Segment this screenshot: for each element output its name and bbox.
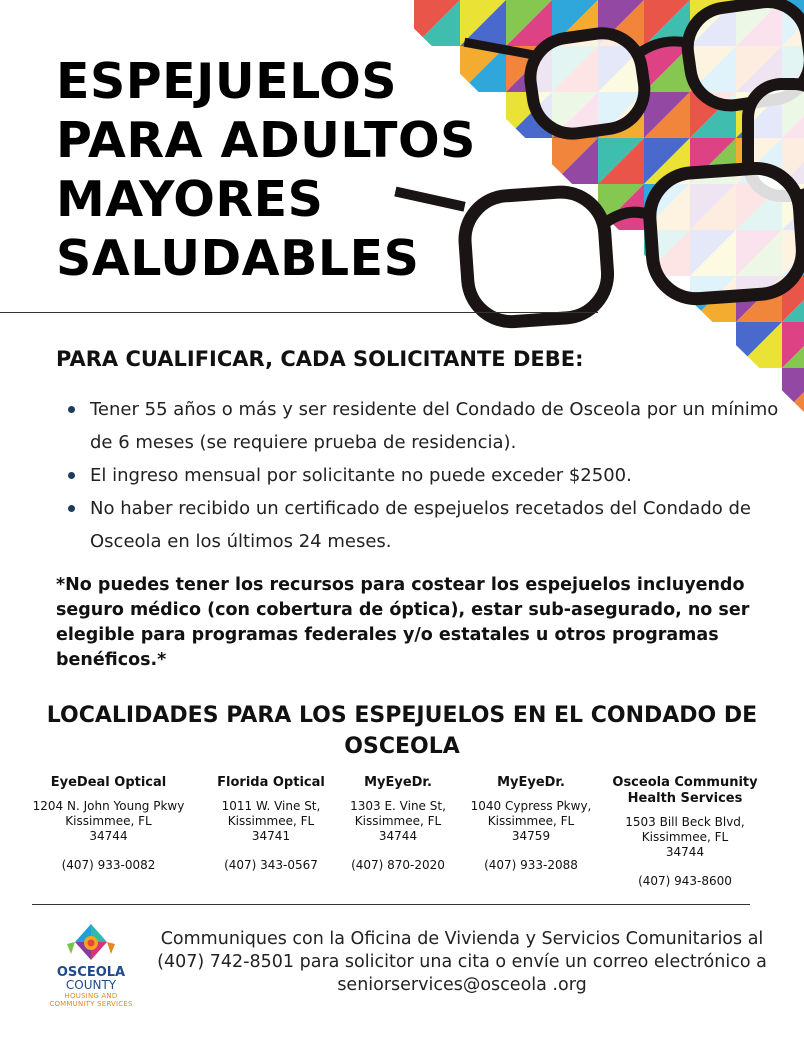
divider-top (0, 312, 598, 313)
logo-line-osceola: OSCEOLA (56, 965, 126, 980)
location-address: 1503 Bill Beck Blvd, Kissimmee, FL 34744 (625, 815, 745, 859)
location-phone: (407) 870-2020 (351, 858, 445, 872)
osceola-county-logo-icon (61, 922, 121, 966)
logo-line-community: COMMUNITY SERVICES (49, 1000, 133, 1008)
title-line: ESPEJUELOS (56, 53, 398, 110)
requirement-item: El ingreso mensual por solicitante no puede exceder $2500. (66, 459, 786, 492)
title-line: MAYORES (56, 171, 324, 228)
location-name: MyEyeDr. (364, 775, 432, 790)
logo-line-county: COUNTY (65, 978, 117, 992)
location-address: 1040 Cypress Pkwy, Kissimmee, FL 34759 (470, 799, 592, 843)
locations-list (26, 775, 786, 895)
location-phone: (407) 933-2088 (484, 858, 578, 872)
location-myeyedr-vine (344, 775, 452, 873)
location-address: 1011 W. Vine St, Kissimmee, FL 34741 (221, 799, 321, 843)
location-name: MyEyeDr. (497, 775, 565, 790)
location-osceola-health (600, 775, 770, 889)
osceola-county-logo (38, 922, 144, 1014)
qualify-heading: PARA CUALIFICAR, CADA SOLICITANTE DEBE: (56, 347, 584, 371)
location-address: 1204 N. John Young Pkwy Kissimmee, FL 34744 (32, 799, 185, 843)
location-phone: (407) 943-8600 (638, 874, 732, 888)
location-phone: (407) 933-0082 (61, 858, 156, 872)
location-florida-optical (206, 775, 336, 873)
location-eyedeal (26, 775, 191, 873)
location-name: Osceola Community Health Services (612, 775, 758, 806)
location-myeyedr-cypress (466, 775, 596, 873)
page-title (56, 52, 526, 288)
location-address: 1303 E. Vine St, Kissimmee, FL 34744 (350, 799, 446, 843)
requirement-item: No haber recibido un certificado de espejuelos recetados del Condado de Osceola en los últimos 24 meses. (66, 492, 786, 558)
location-name: EyeDeal Optical (50, 775, 167, 790)
location-phone: (407) 343-0567 (224, 858, 318, 872)
divider-bottom (32, 904, 750, 905)
eligibility-note: *No puedes tener los recursos para costear los espejuelos incluyendo seguro médico (con cobertura de óptica), estar sub-asegurado, no ser elegible para programas federales y/o estatales u otros programas benéficos.* (56, 575, 750, 670)
title-line: PARA ADULTOS (56, 112, 476, 169)
location-name: Florida Optical (217, 775, 325, 790)
contact-info: Communiques con la Oficina de Vivienda y Servicios Comunitarios al (407) 742-8501 para solicitor una cita o envíe un correo electrónico a seniorservices@osceola .org (157, 929, 767, 995)
logo-line-housing: HOUSING AND (64, 992, 118, 1000)
title-line: SALUDABLES (56, 230, 420, 287)
locations-heading: LOCALIDADES PARA LOS ESPEJUELOS EN EL CONDADO DE OSCEOLA (46, 703, 758, 759)
requirement-item: Tener 55 años o más y ser residente del Condado de Osceola por un mínimo de 6 meses (se requiere prueba de residencia). (66, 393, 786, 459)
requirements-list (66, 393, 786, 558)
